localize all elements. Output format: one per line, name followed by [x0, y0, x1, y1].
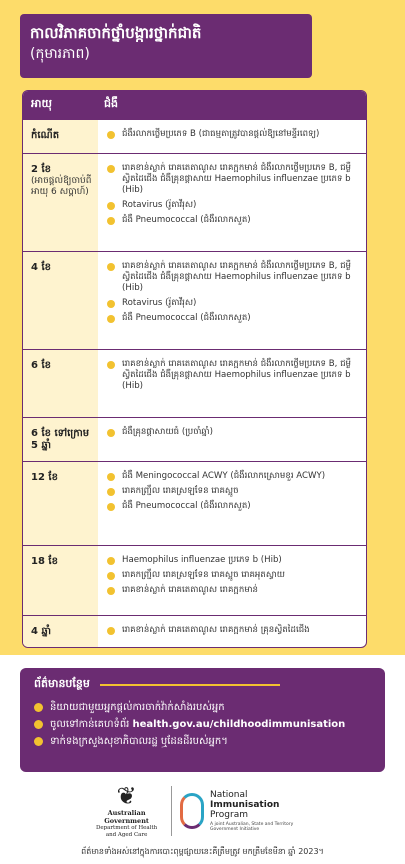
bullet-dot — [107, 488, 115, 496]
bullet-dot — [107, 315, 115, 323]
bullet-dot — [107, 557, 115, 565]
national-immunisation-program-logo: National Immunisation Program A joint Australian, State and Territory Government Initiative — [180, 790, 320, 832]
row-vaccines — [98, 350, 366, 418]
row-age: 12 ខែ — [23, 462, 98, 546]
vaccine-item: ជំងឺ Pneumococcal (ជំងឺរលាកសួត) — [106, 313, 362, 324]
table-row-4-years — [23, 615, 366, 648]
col-age-header: អាយុ — [31, 97, 52, 110]
vaccine-item: Rotavirus (រ៉ូតាវីរុស) — [106, 200, 362, 211]
row-vaccines — [98, 616, 366, 648]
bullet-dot — [107, 131, 115, 139]
bullet-dot — [34, 703, 43, 712]
vaccine-item: រោគកញ្ជ្រឹល រោគស្រឡទែន រោគស្អូច — [106, 486, 362, 497]
bullet-dot — [107, 473, 115, 481]
bullet-dot — [107, 572, 115, 580]
more-info-heading-row — [34, 677, 371, 693]
footer-note: ព័ត៌មានទាំងអស់នៅក្នុងការបោះពុម្ពផ្សាយនេះគឺត្រឹមត្រូវ មកត្រឹមខែមីនា ឆ្នាំ 2023។ — [81, 847, 324, 856]
vaccine-item: រោគខាន់ស្លាក់ រោគតេតាណូស រោគក្អកមាន់ ជំងឺរលាកថ្លើមប្រភេទ B, ជម្ងឺស្វិតដៃជើង ជំងឺគ្រុនផ្តាសាយ Haemophilus influenzae ប្រភេទ b (Hib) — [106, 261, 362, 294]
info-item-provider: និយាយជាមួយអ្នកផ្តល់ការចាក់វ៉ាក់សាំងរបស់អ្នក — [34, 701, 371, 714]
bullet-dot — [107, 503, 115, 511]
schedule-table — [22, 90, 367, 648]
table-header — [23, 91, 366, 119]
col-disease-header: ជំងឺ — [104, 97, 118, 110]
bullet-dot — [34, 720, 43, 729]
table-row-4-months — [23, 251, 366, 350]
table-row-birth — [23, 119, 366, 154]
vaccine-item: ជំងឺ Pneumococcal (ជំងឺរលាកសួត) — [106, 501, 362, 512]
logos-row — [90, 782, 320, 840]
row-age: 4 ខែ — [23, 252, 98, 350]
table-row-6-months — [23, 349, 366, 418]
vaccine-item: Rotavirus (រ៉ូតាវីរុស) — [106, 298, 362, 309]
bullet-dot — [107, 217, 115, 225]
table-row-18-months — [23, 545, 366, 616]
australian-government-logo: ❦ Australian Government Department of Health and Aged Care — [90, 783, 163, 839]
nip-ring-icon — [180, 793, 204, 829]
row-vaccines — [98, 154, 366, 252]
row-age: 18 ខែ — [23, 546, 98, 616]
page-title: កាលវិភាគចាក់ថ្នាំបង្ការថ្នាក់ជាតិ — [30, 24, 202, 42]
vaccine-item: រោគខាន់ស្លាក់ រោគតេតាណូស រោគក្អកមាន់ — [106, 585, 362, 596]
info-item-website: ចូលទៅកាន់គេហទំព័រ health.gov.au/childhoodimmunisation — [34, 718, 371, 731]
vaccine-item: រោគខាន់ស្លាក់ រោគតេតាណូស រោគក្អកមាន់ គ្រុនស្វិតដៃជើង — [106, 625, 362, 636]
vaccine-item: រោគខាន់ស្លាក់ រោគតេតាណូស រោគក្អកមាន់ ជំងឺរលាកថ្លើមប្រភេទ B, ជម្ងឺស្វិតដៃជើង ជំងឺគ្រុនផ្តាសាយ Haemophilus influenzae ប្រភេទ b (Hib) — [106, 359, 362, 392]
table-row-12-months — [23, 461, 366, 546]
coat-of-arms-icon: ❦ — [116, 782, 137, 810]
bullet-dot — [107, 202, 115, 210]
bullet-dot — [107, 429, 115, 437]
more-info-box — [20, 668, 385, 772]
row-vaccines — [98, 252, 366, 350]
bullet-dot — [107, 165, 115, 173]
bullet-dot — [107, 587, 115, 595]
row-age: 6 ខែ — [23, 350, 98, 418]
website-link[interactable]: health.gov.au/childhoodimmunisation — [132, 719, 346, 730]
bullet-dot — [107, 361, 115, 369]
row-vaccines — [98, 546, 366, 616]
bullet-dot — [107, 263, 115, 271]
vaccine-item: ជំងឺរលាកថ្លើមប្រភេទ B (ជាធម្មតាត្រូវបានផ្តល់ឱ្យនៅមន្ទីរពេទ្យ) — [106, 129, 362, 140]
info-item-health-dept: ទាក់ទងក្រសួងសុខាភិបាលរដ្ឋ ឬដែនដីរបស់អ្នក។ — [34, 735, 371, 748]
logo-divider — [171, 786, 172, 836]
bullet-dot — [107, 627, 115, 635]
row-vaccines — [98, 418, 366, 462]
table-row-2-months — [23, 153, 366, 252]
row-age: កំណើត — [23, 120, 98, 154]
row-vaccines — [98, 462, 366, 546]
row-age-note: (អាចផ្តល់ឱ្យចាប់ពីអាយុ 6 សប្តាហ៍) — [31, 176, 92, 197]
bullet-dot — [107, 300, 115, 308]
table-row-6-months-to-5-years — [23, 417, 366, 462]
page-subtitle: (កុមារភាព) — [30, 46, 90, 62]
vaccine-item: Haemophilus influenzae ប្រភេទ b (Hib) — [106, 555, 362, 566]
page-title-box — [20, 14, 312, 78]
row-age: 2 ខែ (អាចផ្តល់ឱ្យចាប់ពីអាយុ 6 សប្តាហ៍) — [23, 154, 98, 252]
vaccine-item: រោគកញ្ជ្រឹល រោគស្រឡទែន រោគស្អូច រោគអុតស្វាយ — [106, 570, 362, 581]
bullet-dot — [34, 737, 43, 746]
vaccine-item: ជំងឺ Pneumococcal (ជំងឺរលាកសួត) — [106, 215, 362, 226]
row-age: 4 ឆ្នាំ — [23, 616, 98, 648]
row-vaccines — [98, 120, 366, 154]
row-age: 6 ខែ ទៅក្រោម 5 ឆ្នាំ — [23, 418, 98, 462]
vaccine-item: រោគខាន់ស្លាក់ រោគតេតាណូស រោគក្អកមាន់ ជំងឺរលាកថ្លើមប្រភេទ B, ជម្ងឺស្វិតដៃជើង ជំងឺគ្រុនផ្តាសាយ Haemophilus influenzae ប្រភេទ b (Hib) — [106, 163, 362, 196]
vaccine-item: ជំងឺគ្រុនផ្តាសាយធំ (ប្រចាំឆ្នាំ) — [106, 427, 362, 438]
more-info-heading: ព័ត៌មានបន្ថែម — [34, 677, 90, 690]
vaccine-item: ជំងឺ Meningococcal ACWY (ជំងឺរលាកស្រោមខួរ ACWY) — [106, 471, 362, 482]
heading-divider — [100, 684, 280, 686]
